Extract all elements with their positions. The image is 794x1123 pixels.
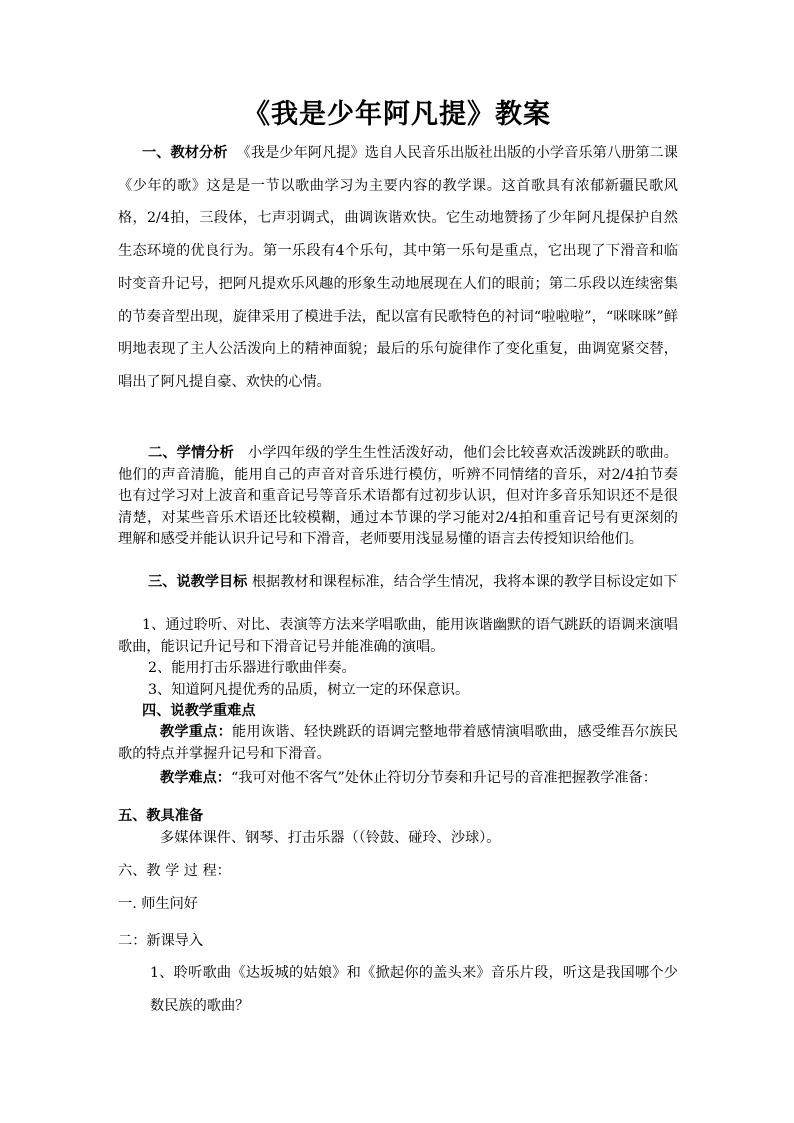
document-title: 《我是少年阿凡提》教案 xyxy=(243,99,551,130)
teaching-difficulty-label: 教学难点： xyxy=(160,770,231,786)
goal-item-2: 2、能用打击乐器进行歌曲伴奏。 xyxy=(148,660,356,676)
section-heading-key-points: 四、说教学重难点 xyxy=(142,703,256,719)
section-heading-materials: 一、教材分析 xyxy=(142,145,228,161)
process-step-2: 二：新课导入 xyxy=(118,933,204,949)
section-teaching-goals xyxy=(118,572,678,594)
teaching-focus xyxy=(118,722,678,765)
section-materials-analysis xyxy=(118,137,678,399)
materials-prep-text: 多媒体课件、钢琴、打击乐器（（铃鼓、碰玲、沙球）。 xyxy=(160,830,501,846)
teaching-difficulty-text: “我可对他不客气”处休止符切分节奏和升记号的音准把握教学准备： xyxy=(230,770,657,786)
section-teaching-process: 六、教 学 过 程： xyxy=(118,863,231,879)
teaching-difficulty xyxy=(118,768,678,790)
student-analysis-text: 小学四年级的学生生性活泼好动，他们会比较喜欢活泼跳跃的歌曲。他们的声音清脆，能用自己的声音对音乐进行模仿，听辨不同情绪的音乐，对2/4拍节奏也有过学习对上波音和重音记号等音乐术语都有过初步认识，但对许多音乐知识还不是很清楚，对某些音乐术语还比较模糊，通过本节课的学习能对2/4拍和重音记号有更深刻的理解和感受并能认识升记号和下滑音，老师要用浅显易懂的语言去传授知识给他们。 xyxy=(118,445,678,547)
section-materials-prep xyxy=(118,806,678,828)
section-heading-students: 二、学情分析 xyxy=(148,445,235,461)
goal-item-1: 1、通过聆听、对比、表演等方法来学唱歌曲，能用诙谐幽默的语气跳跃的语调来演唱歌曲，能识记升记号和下滑音记号并能准确的演唱。 xyxy=(118,617,678,655)
section-key-points xyxy=(118,701,678,723)
section-student-analysis xyxy=(118,443,678,551)
section-heading-goals: 三、说教学目标 xyxy=(148,574,248,590)
teaching-focus-label: 教学重点： xyxy=(160,724,232,740)
section-heading-materials-prep: 五、教具准备 xyxy=(118,808,204,824)
teaching-focus-text: 能用诙谐、轻快跳跃的语调完整地带着感情演唱歌曲，感受维吾尔族民歌的特点并掌握升记号和下滑音。 xyxy=(118,724,678,762)
goal-item-3: 3、知道阿凡提优秀的品质，树立一定的环保意识。 xyxy=(148,682,470,698)
materials-analysis-text: 《我是少年阿凡提》选自人民音乐出版社出版的小学音乐第八册第二课《少年的歌》这是是一节以歌曲学习为主要内容的教学课。这首歌具有浓郁新疆民歌风格，2/4拍，三段体，七声羽调式，曲调诙谐欢快。它生动地赞扬了少年阿凡提保护自然生态环境的优良行为。第一乐段有4个乐句，其中第一乐句是重点，它出现了下滑音和临时变音升记号，把阿凡提欢乐风趣的形象生动地展现在人们的眼前；第二乐段以连续密集的节奏音型出现，旋律采用了模进手法，配以富有民歌特色的衬词“啦啦啦”，“咪咪咪”鲜明地表现了主人公活泼向上的精神面貌；最后的乐句旋律作了变化重复，曲调宽紧交替，唱出了阿凡提自豪、欢快的心情。 xyxy=(118,145,678,390)
process-step-2-item-1: 1、聆听歌曲《达坂城的姑娘》和《掀起你的盖头来》音乐片段，听这是我国哪个少数民族的歌曲？ xyxy=(150,965,678,1014)
teaching-goals-intro: 根据教材和课程标准，结合学生情况，我将本课的教学目标设定如下 xyxy=(251,574,678,590)
process-step-1: 一. 师生问好 xyxy=(118,896,198,912)
